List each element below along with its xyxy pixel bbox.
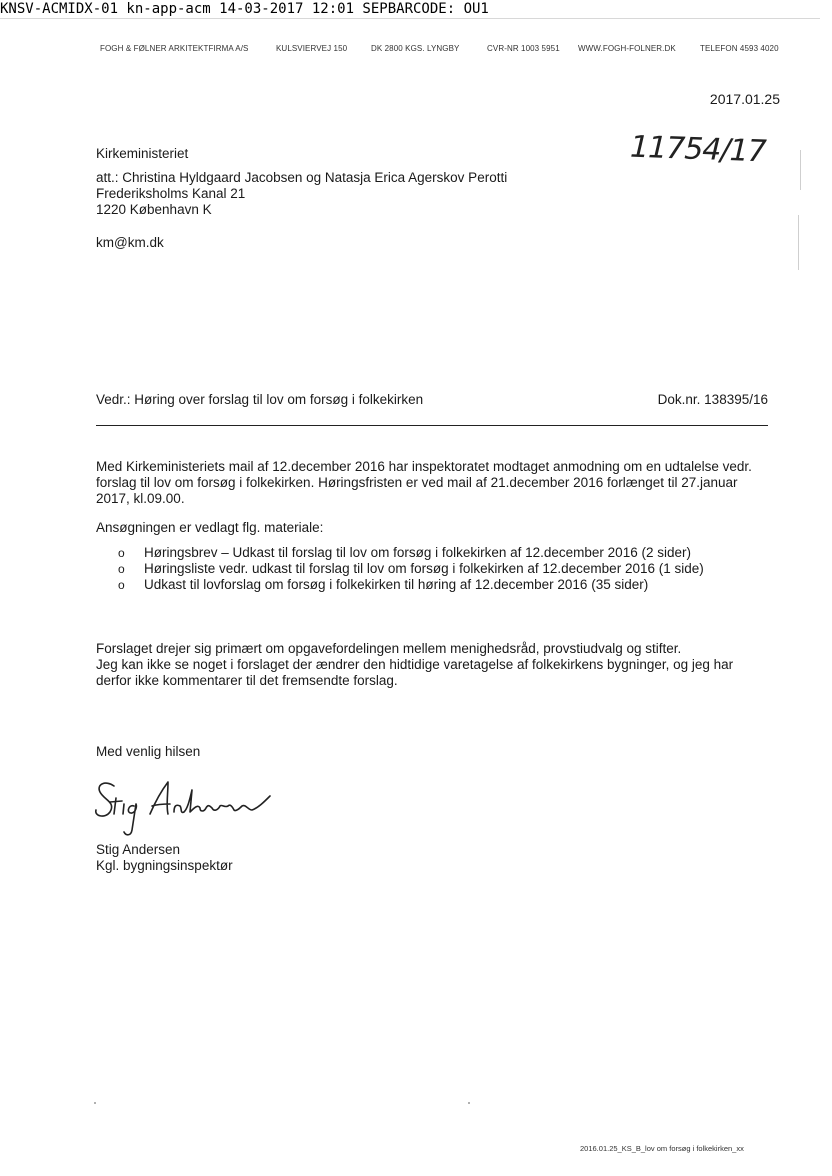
bullet-icon: o [118,578,125,592]
attachment-text: Udkast til lovforslag om forsøg i folkekirken til høring af 12.december 2016 (35 sider) [144,577,649,592]
closing-greeting: Med venlig hilsen [96,744,201,759]
recipient-att: att.: Christina Hyldgaard Jacobsen og Natasja Erica Agerskov Perotti [96,170,508,185]
letterhead-city: DK 2800 KGS. LYNGBY [371,44,460,53]
bullet-icon: o [118,546,125,560]
body-paragraph-3-line-2: Jeg kan ikke se noget i forslaget der ændrer den hidtidige varetagelse af folkekirkens bygninger, og jeg har [96,657,734,672]
body-paragraph-3-line-1: Forslaget drejer sig primært om opgavefordelingen mellem menighedsråd, provstiudvalg og stifter. [96,641,682,656]
body-paragraph-3-line-3: derfor ikke kommentarer til det fremsendte forslag. [96,673,398,688]
recipient-city: 1220 København K [96,202,212,217]
letterhead-phone: TELEFON 4593 4020 [700,44,779,53]
letter-date: 2017.01.25 [709,91,780,107]
letterhead-web: WWW.FOGH-FOLNER.DK [578,44,676,53]
body-paragraph-2: Ansøgningen er vedlagt flg. materiale: [96,520,324,535]
attachment-text: Høringsbrev – Udkast til forslag til lov om forsøg i folkekirken af 12.december 2016 (2 sider) [144,545,691,560]
scan-header: KNSV-ACMIDX-01 kn-app-acm 14-03-2017 12:01 SEPBARCODE: OU1 [0,1,489,17]
bullet-icon: o [118,562,125,576]
attachment-text: Høringsliste vedr. udkast til forslag til lov om forsøg i folkekirken af 12.december 2016 (1 side) [144,561,704,576]
handwritten-reference: 11754/17 [629,129,767,170]
recipient-email: km@km.dk [96,235,164,250]
attachment-list [96,545,776,593]
subject-text: Vedr.: Høring over forslag til lov om forsøg i folkekirken [96,392,424,407]
letterhead-firm: FOGH & FØLNER ARKITEKTFIRMA A/S [100,44,249,53]
scan-edge-mark [800,150,801,190]
signature-image [88,768,288,840]
body-paragraph-1-line-3: 2017, kl.09.00. [96,491,185,506]
scan-speck [94,1102,96,1104]
list-item [96,545,776,561]
list-item [96,577,776,593]
scan-speck [468,1102,470,1104]
body-paragraph-1-line-2: forslag til lov om forsøg i folkekirken. Høringsfristen er ved mail af 21.december 2016 forlænget til 27.januar [96,475,738,490]
subject-line [96,392,768,407]
footer-filename: 2016.01.25_KS_B_lov om forsøg i folkekirken_xx [580,1144,744,1153]
list-item [96,561,776,577]
document-number: Dok.nr. 138395/16 [657,392,768,407]
subject-divider [96,425,768,426]
signatory-name: Stig Andersen [96,842,181,857]
body-paragraph-1-line-1: Med Kirkeministeriets mail af 12.december 2016 har inspektoratet modtaget anmodning om en udtalelse vedr. [96,459,752,474]
letterhead-cvr: CVR-NR 1003 5951 [487,44,560,53]
scan-header-divider [0,18,820,19]
letterhead-street: KULSVIERVEJ 150 [276,44,348,53]
scan-edge-mark [798,215,799,270]
recipient-street: Frederiksholms Kanal 21 [96,186,246,201]
signatory-title: Kgl. bygningsinspektør [96,858,233,873]
recipient-name: Kirkeministeriet [96,146,189,161]
